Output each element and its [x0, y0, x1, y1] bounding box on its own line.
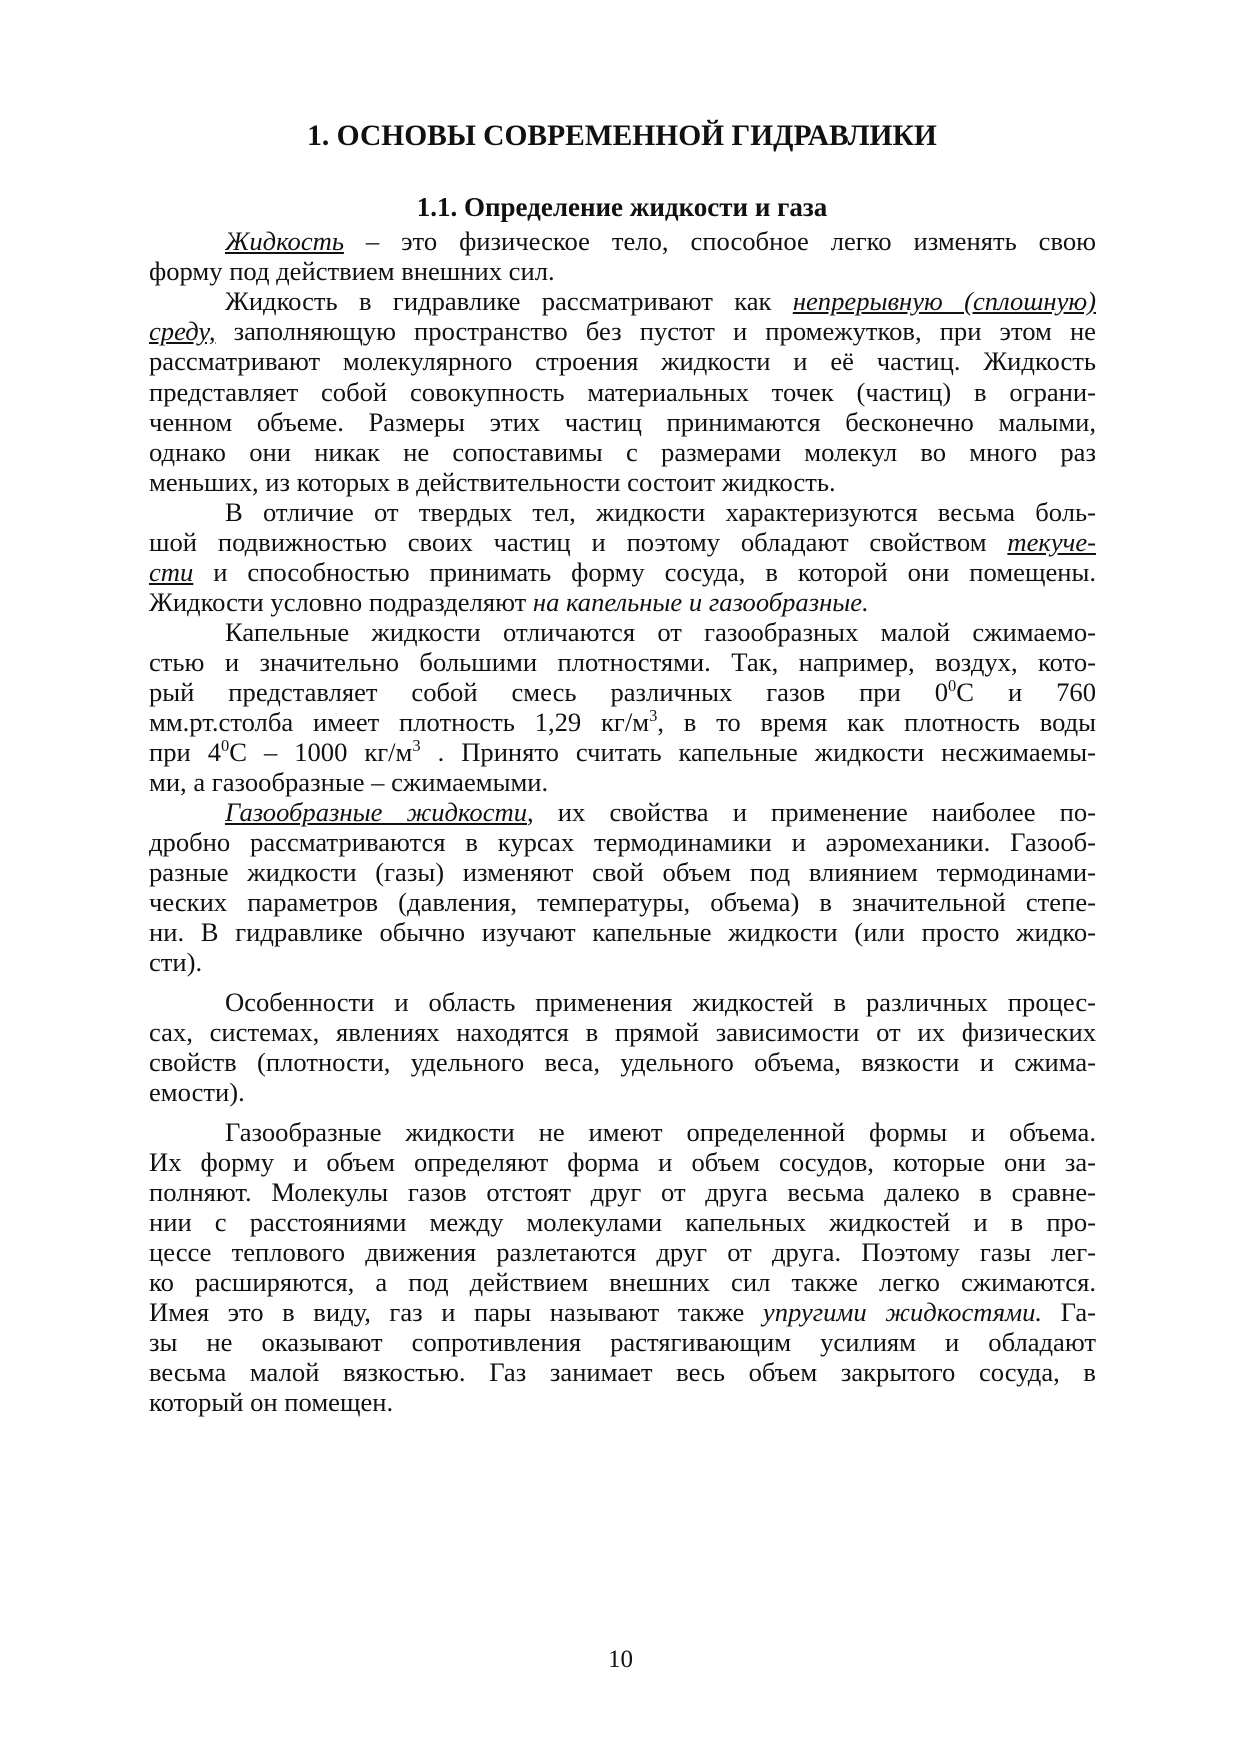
line-text: цессе теплового движения разлетаются друг от друга. Поэтому газы лег-: [149, 1237, 1096, 1267]
text-line: [149, 675, 1096, 709]
superscript: 3: [412, 736, 421, 756]
line-text: , их свойства и применение наиболее по-: [527, 797, 1096, 827]
line-text: нии с расстояниями между молекулами капельных жидкостей и в про-: [149, 1207, 1096, 1237]
line-text: заполняющую пространство без пустот и промежутков, при этом не: [215, 316, 1096, 346]
line-text: С и 760: [956, 677, 1096, 707]
text-line: [225, 284, 1096, 318]
line-text: рый представляет собой смесь различных газов при 0: [149, 677, 949, 707]
term-underlined: Жидкость: [225, 226, 344, 256]
line-text: С – 1000 кг/м: [229, 737, 413, 767]
text-line: [149, 1075, 1096, 1109]
line-text: и способностью принимать форму сосуда, в которой они помещены.: [193, 557, 1096, 587]
text-line: [149, 465, 1096, 499]
line-text: разные жидкости (газы) изменяют свой объем под влиянием термодинами-: [149, 857, 1096, 887]
line-text: весьма малой вязкостью. Газ занимает весь объем закрытого сосуда, в: [149, 1357, 1096, 1387]
text-line: [149, 1265, 1096, 1299]
term-italic: упругими жидкостями.: [762, 1297, 1043, 1327]
line-text: ко расширяются, а под действием внешних сил также легко сжимаются.: [149, 1267, 1096, 1297]
term-underlined: текуче-: [1007, 527, 1096, 557]
line-text: дробно рассматриваются в курсах термодинамики и аэромеханики. Газооб-: [149, 827, 1096, 857]
text-line: [149, 375, 1096, 409]
term-underlined: среду,: [149, 316, 216, 346]
text-line: [149, 1325, 1096, 1359]
line-text: В отличие от твердых тел, жидкости характеризуются весьма боль-: [225, 497, 1096, 527]
line-text: Жидкость в гидравлике рассматривают как: [225, 286, 793, 316]
text-line: [225, 985, 1096, 1019]
line-text: сти).: [149, 947, 203, 977]
term-underlined: Газообразные жидкости: [225, 797, 528, 827]
line-text: Газообразные жидкости не имеют определенной формы и объема.: [225, 1117, 1096, 1147]
line-text: рассматривают молекулярного строения жидкости и её частиц. Жидкость: [149, 346, 1096, 376]
text-line: [149, 1015, 1096, 1049]
text-line: [149, 1045, 1096, 1079]
line-text: Их форму и объем определяют форма и объем сосудов, которые они за-: [149, 1147, 1096, 1177]
text-line: [149, 344, 1096, 378]
line-text: Особенности и область применения жидкостей в различных процес-: [225, 987, 1096, 1017]
text-line: [149, 945, 1096, 979]
text-line: [149, 435, 1096, 469]
chapter-title: 1. ОСНОВЫ СОВРЕМЕННОЙ ГИДРАВЛИКИ: [307, 120, 937, 152]
line-text: ческих параметров (давления, температуры, объема) в значительной степе-: [149, 887, 1096, 917]
line-text: Жидкости условно подразделяют: [149, 587, 533, 617]
text-line: [225, 1115, 1096, 1149]
line-text: форму под действием внешних сил.: [149, 256, 555, 286]
text-line: [149, 1175, 1096, 1209]
line-text: , в то время как плотность воды: [657, 707, 1096, 737]
line-text: представляет собой совокупность материальных точек (частиц) в ограни-: [149, 377, 1096, 407]
text-line: [149, 1205, 1096, 1239]
text-line: [149, 1385, 1096, 1419]
page-number: 10: [608, 1646, 633, 1673]
text-line: [149, 705, 1096, 739]
line-text: свойств (плотности, удельного веса, удельного объема, вязкости и сжима-: [149, 1047, 1096, 1077]
line-text: сах, системах, явлениях находятся в прямой зависимости от их физических: [149, 1017, 1096, 1047]
line-text: однако они никак не сопоставимы с размерами молекул во много раз: [149, 437, 1096, 467]
line-text: шой подвижностью своих частиц и поэтому обладают свойством: [149, 527, 1008, 557]
superscript: 3: [649, 706, 658, 726]
text-line: [149, 1355, 1096, 1389]
line-text: зы не оказывают сопротивления растягивающим усилиям и обладают: [149, 1327, 1096, 1357]
line-text: который он помещен.: [149, 1387, 394, 1417]
line-text: Имея это в виду, газ и пары называют также: [149, 1297, 763, 1327]
text-line: [149, 735, 1096, 769]
text-line: [149, 885, 1096, 919]
line-text: ни. В гидравлике обычно изучают капельные жидкости (или просто жидко-: [149, 917, 1096, 947]
line-text: емости).: [149, 1077, 245, 1107]
term-italic: на капельные и газообразные.: [532, 587, 869, 617]
text-line: [149, 254, 1096, 288]
text-line: [149, 645, 1096, 679]
text-line: [225, 495, 1096, 529]
text-line: [225, 795, 1096, 829]
superscript: 0: [948, 676, 957, 696]
text-line: [149, 825, 1096, 859]
text-line: [149, 314, 1096, 348]
line-text: – это физическое тело, способное легко изменять свою: [343, 226, 1096, 256]
section-title: 1.1. Определение жидкости и газа: [416, 192, 828, 222]
text-line: [149, 525, 1096, 559]
line-text: стью и значительно большими плотностями. Так, например, воздух, кото-: [149, 647, 1096, 677]
line-text: полняют. Молекулы газов отстоят друг от друга весьма далеко в сравне-: [149, 1177, 1096, 1207]
text-line: [225, 224, 1096, 258]
text-line: [225, 615, 1096, 649]
text-line: [149, 765, 1096, 799]
text-line: [149, 585, 1096, 619]
line-text: мм.рт.столба имеет плотность 1,29 кг/м: [149, 707, 650, 737]
text-line: [149, 405, 1096, 439]
text-line: [149, 855, 1096, 889]
line-text: при 4: [149, 737, 222, 767]
line-text: . Принято считать капельные жидкости несжимаемы-: [420, 737, 1096, 767]
line-text: Га-: [1042, 1297, 1096, 1327]
text-line: [149, 1145, 1096, 1179]
line-text: ми, а газообразные – сжимаемыми.: [149, 767, 549, 797]
line-text: ченном объеме. Размеры этих частиц принимаются бесконечно малыми,: [149, 407, 1096, 437]
line-text: меньших, из которых в действительности состоит жидкость.: [149, 467, 836, 497]
term-underlined: непрерывную (сплошную): [792, 286, 1096, 316]
line-text: Капельные жидкости отличаются от газообразных малой сжимаемо-: [225, 617, 1096, 647]
text-line: [149, 915, 1096, 949]
text-line: [149, 555, 1096, 589]
text-line: [149, 1235, 1096, 1269]
superscript: 0: [221, 736, 230, 756]
text-line: [149, 1295, 1096, 1329]
term-underlined: сти: [149, 557, 194, 587]
